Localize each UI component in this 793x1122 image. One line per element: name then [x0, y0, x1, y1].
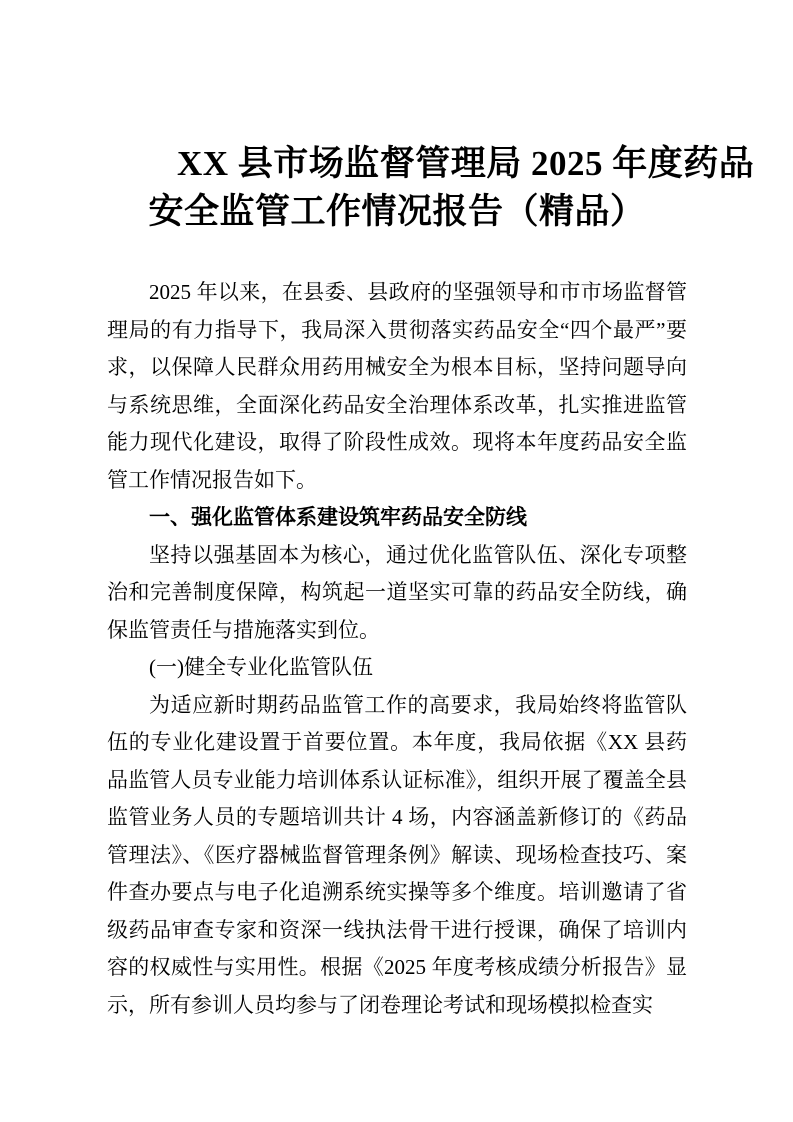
document-title-line-1: XX 县市场监督管理局 2025 年度药品: [177, 144, 755, 183]
document-content: [107, 140, 755, 1024]
document-title: [107, 140, 755, 236]
document-title-line-2: 安全监管工作情况报告（精品）: [148, 192, 646, 231]
intro-paragraph: 2025 年以来，在县委、县政府的坚强领导和市市场监督管理局的有力指导下，我局深入贯彻落实药品安全“四个最严”要求，以保障人民群众用药用械安全为根本目标，坚持问题导向与系统思维，全面深化药品安全治理体系改革，扎实推进监管能力现代化建设，取得了阶段性成效。现将本年度药品安全监管工作情况报告如下。: [107, 280, 687, 492]
section-heading-1: 一、强化监管体系建设筑牢药品安全防线: [149, 505, 527, 529]
subsection-1-1-paragraph: 为适应新时期药品监管工作的高要求，我局始终将监管队伍的专业化建设置于首要位置。本年度，我局依据《XX 县药品监管人员专业能力培训体系认证标准》，组织开展了覆盖全县监管业务人员的专题培训共计 4 场，内容涵盖新修订的《药品管理法》、《医疗器械监督管理条例》解读、现场检查技巧、案件查办要点与电子化追溯系统实操等多个维度。培训邀请了省级药品审查专家和资深一线执法骨干进行授课，确保了培训内容的权威性与实用性。根据《2025 年度考核成绩分析报告》显示，所有参训人员均参与了闭卷理论考试和现场模拟检查实: [107, 692, 687, 1017]
section-1-paragraph: 坚持以强基固本为核心，通过优化监管队伍、深化专项整治和完善制度保障，构筑起一道坚实可靠的药品安全防线，确保监管责任与措施落实到位。: [107, 542, 687, 642]
subsection-heading-1-1: (一)健全专业化监管队伍: [149, 655, 373, 679]
